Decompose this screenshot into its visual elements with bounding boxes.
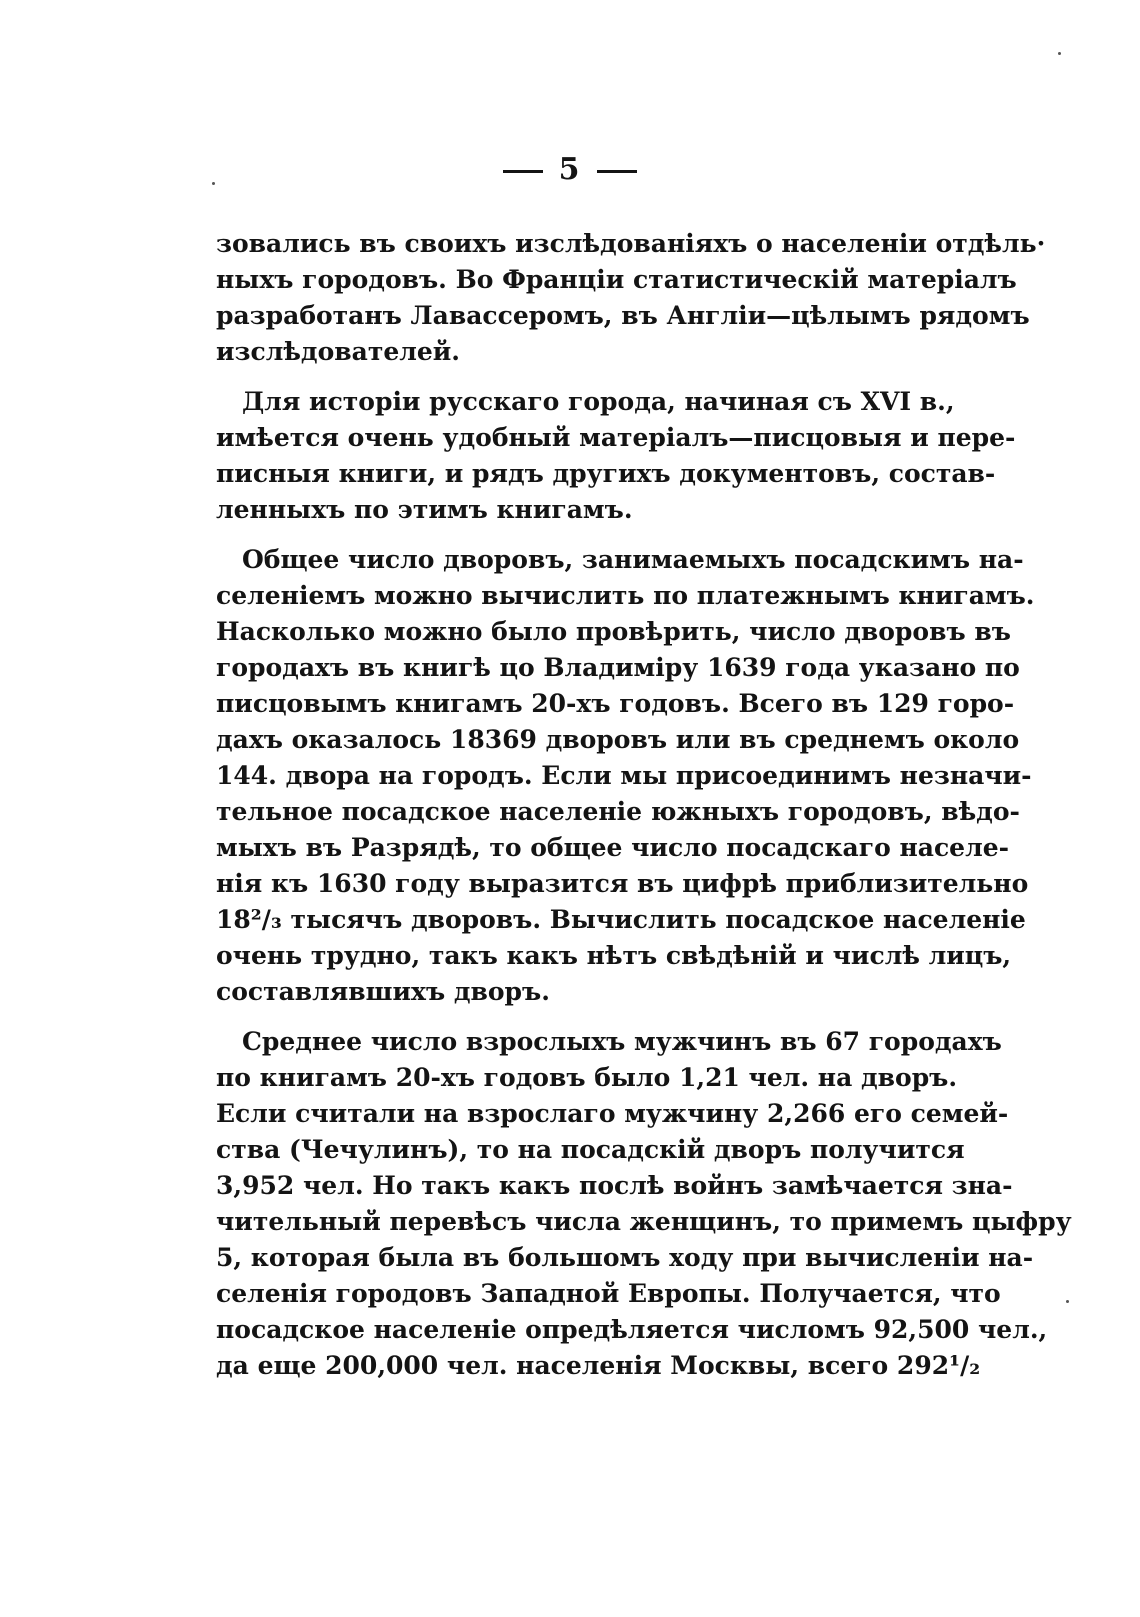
text-line: дахъ оказалось 18369 дворовъ или въ среднемъ около xyxy=(216,725,1020,754)
paragraph-4 xyxy=(216,1024,1072,1384)
text-line: изслѣдователей. xyxy=(216,337,461,366)
text-line: по книгамъ 20-хъ годовъ было 1,21 чел. на дворъ. xyxy=(216,1063,958,1092)
text-line: селеніемъ можно вычислить по платежнымъ книгамъ. xyxy=(216,581,1035,610)
text-line: ства (Чечулинъ), то на посадскій дворъ получится xyxy=(216,1135,965,1164)
text-line: писцовымъ книгамъ 20-хъ годовъ. Всего въ 129 горо- xyxy=(216,689,1015,718)
text-line: очень трудно, такъ какъ нѣтъ свѣдѣній и числѣ лицъ, xyxy=(216,941,1012,970)
text-line: 144. двора на городъ. Если мы присоединимъ незначи- xyxy=(216,761,1032,790)
text-line: 3,952 чел. Но такъ какъ послѣ войнъ замѣчается зна- xyxy=(216,1171,1013,1200)
text-line: 5, которая была въ большомъ ходу при вычисленіи на- xyxy=(216,1243,1034,1272)
page-header xyxy=(0,152,1140,187)
text-line: Если считали на взрослаго мужчину 2,266 его семей- xyxy=(216,1099,1009,1128)
scan-speck xyxy=(212,182,215,185)
left-dash xyxy=(503,170,543,173)
paragraph-1 xyxy=(216,226,1046,370)
text-line: ленныхъ по этимъ книгамъ. xyxy=(216,495,633,524)
text-line: чительный перевѣсъ числа женщинъ, то примемъ цыфру xyxy=(216,1207,1072,1236)
text-line: тельное посадское населеніе южныхъ городовъ, вѣдо- xyxy=(216,797,1020,826)
page-body xyxy=(216,226,1072,1384)
text-line: Среднее число взрослыхъ мужчинъ въ 67 городахъ xyxy=(242,1027,1002,1056)
text-line: Насколько можно было провѣрить, число дворовъ въ xyxy=(216,617,1011,646)
text-line: нія къ 1630 году выразится въ цифрѣ приблизительно xyxy=(216,869,1029,898)
text-line: городахъ въ книгѣ цо Владиміру 1639 года указано по xyxy=(216,653,1020,682)
text-line: имѣется очень удобный матеріалъ—писцовыя и пере- xyxy=(216,423,1016,452)
text-line: селенія городовъ Западной Европы. Получается, что xyxy=(216,1279,1001,1308)
text-line: зовались въ своихъ изслѣдованіяхъ о населеніи отдѣль· xyxy=(216,229,1046,258)
text-line: посадское населеніе опредѣляется числомъ 92,500 чел., xyxy=(216,1315,1048,1344)
text-line: мыхъ въ Разрядѣ, то общее число посадскаго населе- xyxy=(216,833,1009,862)
text-line: ныхъ городовъ. Во Франціи статистическій матеріалъ xyxy=(216,265,1017,294)
page-number: 5 xyxy=(558,152,582,187)
paragraph-3 xyxy=(216,542,1035,1010)
text-line: составлявшихъ дворъ. xyxy=(216,977,550,1006)
text-line: разработанъ Лавассеромъ, въ Англіи—цѣлымъ рядомъ xyxy=(216,301,1030,330)
text-line: Общее число дворовъ, занимаемыхъ посадскимъ на- xyxy=(242,545,1024,574)
text-line: писныя книги, и рядъ другихъ документовъ, состав- xyxy=(216,459,996,488)
text-line: 18²/₃ тысячъ дворовъ. Вычислить посадское населеніе xyxy=(216,905,1026,934)
scan-speck xyxy=(1058,52,1061,55)
text-line: да еще 200,000 чел. населенія Москвы, всего 292¹/₂ xyxy=(216,1351,981,1380)
text-line: Для исторіи русскаго города, начиная съ XVI в., xyxy=(242,387,955,416)
right-dash xyxy=(597,170,637,173)
paragraph-2 xyxy=(216,384,1016,528)
scan-speck xyxy=(1066,1300,1069,1303)
